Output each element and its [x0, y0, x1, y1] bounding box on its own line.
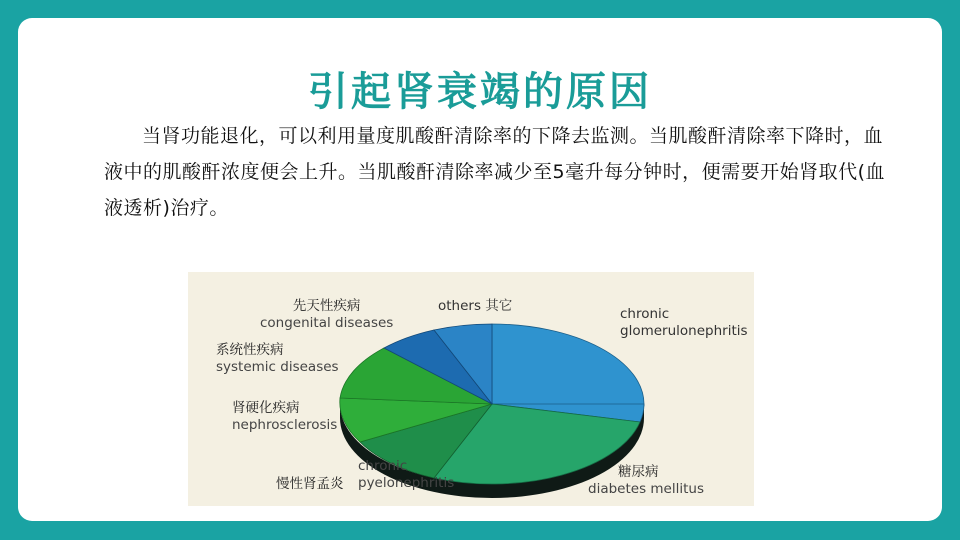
label-systemic: 系统性疾病 systemic diseases	[216, 342, 339, 375]
label-congenital: 先天性疾病 congenital diseases	[260, 298, 394, 331]
pie-chart-figure	[188, 272, 754, 506]
label-nephrosclerosis: 肾硬化疾病 nephrosclerosis	[232, 400, 338, 433]
slide	[18, 18, 942, 521]
label-glomerulonephritis: chronic glomerulonephritis	[620, 306, 748, 339]
body-paragraph: 当肾功能退化，可以利用量度肌酸酐清除率的下降去监测。当肌酸酐清除率下降时，血液中的肌酸酐浓度便会上升。当肌酸酐清除率减少至5毫升每分钟时，便需要开始肾取代(血液透析)治疗。	[104, 125, 886, 219]
slide-title: 引起肾衰竭的原因	[308, 69, 652, 115]
label-others: others 其它	[438, 298, 513, 314]
label-pyelonephritis: chronic pyelonephritis	[358, 458, 455, 491]
label-pyelonephritis-cn: 慢性肾孟炎	[276, 476, 344, 492]
label-diabetes: 糖尿病 diabetes mellitus	[588, 464, 704, 497]
